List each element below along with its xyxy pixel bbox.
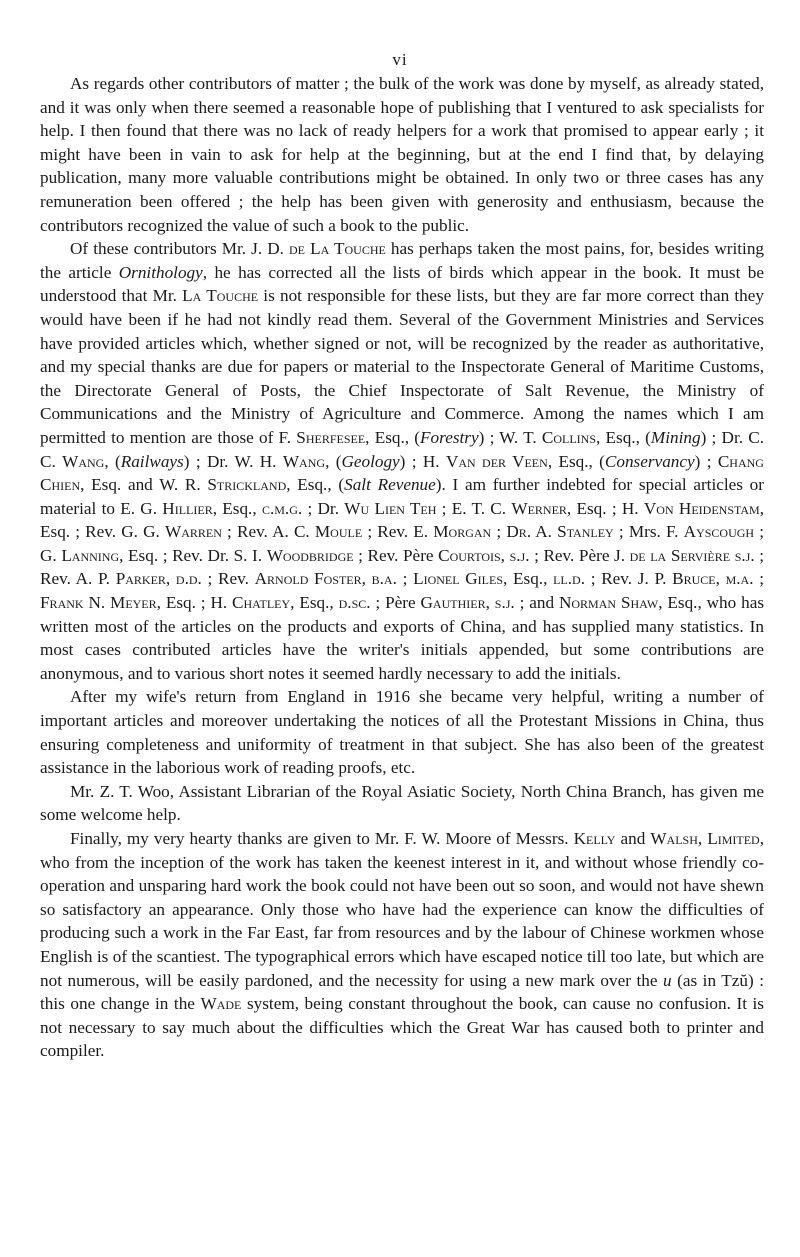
text-run: , Esq. ; Rev. G. G.: [40, 498, 764, 542]
text-run: ,: [361, 569, 372, 589]
italic-term: Conservancy: [604, 451, 695, 471]
small-caps-name: Walsh, Limited: [650, 829, 760, 848]
small-caps-name: Collins: [541, 427, 597, 447]
text-run: , Esq., who has written most of the articles on the products and exports of China, and has supplied many statistics. In most cases contributed articles have the writer's initials appended, but some contributions are anonymous, and to various short notes it seemed hardly necessary to add the initials.: [40, 593, 765, 683]
small-caps-name: Strickland: [207, 475, 287, 495]
small-caps-name: Gauthier: [420, 593, 486, 613]
text-run: ; and: [514, 593, 559, 613]
text-run: ; Rev. J. P.: [585, 569, 673, 589]
text-run: and: [615, 829, 651, 848]
text-run: , Esq., (: [286, 475, 345, 495]
text-run: Mr. Z. T. Woo, Assistant Librarian of the Royal Asiatic Society, North China Branch, has given me some welcome help.: [40, 781, 764, 825]
small-caps-name: m.a.: [725, 569, 754, 589]
text-run: ;: [753, 569, 764, 589]
small-caps-name: Von Heidenstam: [643, 498, 760, 518]
small-caps-name: s.j.: [509, 545, 530, 565]
small-caps-name: Woodbridge: [266, 545, 354, 565]
text-run: ,: [500, 545, 510, 565]
text-run: ; G.: [40, 522, 765, 565]
text-run: ; Mrs. F.: [613, 522, 684, 542]
text-run: (as in Tzŭ) : this one change in the: [40, 970, 765, 1014]
text-run: ; Rev. Père J.: [529, 545, 630, 565]
small-caps-name: Warren: [164, 522, 222, 542]
text-run: system, being constant throughout the book, can cause no confusion. It is not necessary to say much about the difficulties which the Great War has caused both to printer and compiler.: [40, 994, 764, 1061]
text-run: , (: [325, 451, 342, 471]
small-caps-name: b.a.: [371, 569, 397, 589]
small-caps-name: Wade: [200, 994, 242, 1014]
text-run: ; Rev.: [201, 569, 255, 589]
small-caps-name: Wang: [282, 451, 326, 471]
small-caps-name: Wu Lien Teh: [344, 498, 437, 518]
text-run: , who from the inception of the work has taken the keenest interest in it, and without whose friendly co-operation and unsparing hard work the book could not have been out so soon, and would not have shewn so satisfactory an appearance. Only those who have had the experience can know the difficulties of producing such a work in the Far East, far from resources and by the labour of Chinese workmen whose English is of the scantiest. The typographical errors which have escaped notice till too late, but which are not numerous, will be easily pardoned, and the necessity for using a new mark over the: [40, 829, 764, 990]
text-run: ,: [715, 569, 726, 589]
text-run: , Esq. and W. R.: [80, 475, 208, 495]
text-run: ; Rev. A. P.: [40, 545, 764, 589]
small-caps-name: Bruce: [672, 569, 716, 589]
small-caps-name: d.sc.: [338, 593, 371, 613]
small-caps-name: Kelly: [573, 829, 616, 848]
text-run: , Esq.,: [290, 593, 339, 613]
small-caps-name: Van der Veen: [445, 451, 548, 471]
small-caps-name: Norman Shaw: [558, 593, 659, 613]
small-caps-name: Parker: [115, 569, 166, 589]
small-caps-name: Ayscough: [683, 522, 755, 542]
paragraph-publisher-thanks: [40, 827, 764, 1063]
small-caps-name: Dr. A. Stanley: [506, 522, 614, 542]
text-run: ;: [396, 569, 414, 589]
text-run: Of these contributors Mr. J. D.: [70, 239, 290, 259]
text-run: Finally, my very hearty thanks are given to Mr. F. W. Moore of Messrs.: [70, 829, 574, 848]
small-caps-name: Arnold Foster: [254, 569, 362, 589]
italic-term: Forestry: [420, 427, 479, 447]
italic-term: Mining: [650, 427, 701, 447]
text-run: After my wife's return from England in 1916 she became very helpful, writing a number of important articles and moreover undertaking the notices of all the Protestant Missions in China, thus ensuring completeness and uniformity of treatment in that subject. She has also been of the greatest assistance in the laborious work of reading proofs, etc.: [40, 687, 764, 778]
text-run: has perhaps taken the most pains, for, besides writing the article: [40, 239, 765, 282]
text-run: is not responsible for these lists, but they are far more correct than they would have been if he had not kindly read them. Several of the Government Ministries and Services have provided articles which, whether signed or not, will be recognized by the reader as authoritative, and my special thanks are due for papers or material to the Inspectorate General of Maritime Customs, the Directorate General of Posts, the Chief Inspectorate of Salt Revenue, the Ministry of Communications and the Ministry of Agriculture and Commerce. Among the names which I am permitted to mention are those of F.: [40, 286, 764, 447]
small-caps-name: Sherfesee: [296, 427, 366, 447]
small-caps-name: La Touche: [182, 286, 259, 306]
italic-term: Salt Revenue: [344, 475, 436, 495]
small-caps-name: s.j.: [494, 593, 515, 613]
text-run: ). I am further indebted for special articles or material to E. G.: [40, 475, 764, 518]
small-caps-name: c.m.g.: [261, 498, 303, 518]
small-caps-name: Moule: [314, 522, 363, 542]
text-run: ;: [491, 522, 507, 542]
text-run: , Esq., (: [547, 451, 605, 471]
small-caps-name: d.d.: [175, 569, 202, 589]
text-run: ; Dr.: [302, 498, 345, 518]
italic-term: Geology: [341, 451, 400, 471]
text-run: ) ; Dr. C. C.: [40, 427, 765, 471]
small-caps-name: de La Touche: [289, 239, 386, 259]
italic-term: Ornithology: [118, 262, 203, 282]
text-run: ,: [165, 569, 176, 589]
paragraph-librarian: [40, 780, 764, 827]
text-run: , Esq.,: [212, 498, 262, 518]
text-run: ) ;: [694, 451, 718, 471]
small-caps-name: Wang: [62, 451, 105, 471]
small-caps-name: Frank N. Meyer: [40, 593, 157, 613]
small-caps-name: s.j.: [734, 545, 755, 565]
text-run: ; Père: [370, 593, 421, 613]
text-run: , Esq. ; Rev. Dr. S. I.: [119, 545, 267, 565]
text-run: As regards other contributors of matter ; the bulk of the work was done by myself, as already stated, and it was only when there seemed a reasonable hope of publishing that I ventured to ask specialists for help. I then found that there was no lack of ready helpers for a work that promised to appear early ; it might have been in vain to ask for help at the beginning, but at the end I find that, by delaying publication, many more valuable contributions might be obtained. In only two or three cases has any remuneration been offered ; the help has been given with generosity and enthusiasm, because the contributors recognized the value of such a book to the public.: [40, 74, 764, 235]
text-run: ; Rev. A. C.: [221, 522, 315, 542]
small-caps-name: de la Servière: [629, 545, 731, 565]
small-caps-name: Lionel Giles: [413, 569, 504, 589]
text-run: , Esq., (: [365, 427, 421, 447]
text-run: , (: [104, 451, 121, 471]
text-run: , Esq. ; H.: [566, 498, 644, 518]
small-caps-name: ll.d.: [553, 569, 586, 589]
text-run: , Esq. ; H.: [156, 593, 233, 613]
text-run: , Esq., (: [596, 427, 651, 447]
small-caps-name: Courtois: [438, 545, 501, 565]
text-run: , he has corrected all the lists of birds which appear in the book. It must be understood that Mr.: [40, 262, 764, 306]
small-caps-name: Chatley: [232, 593, 291, 613]
paragraph-wife-help: [40, 685, 764, 779]
text-run: ) ; Dr. W. H.: [183, 451, 283, 471]
small-caps-name: Morgan: [433, 522, 492, 542]
text-run: ) ; H.: [399, 451, 446, 471]
small-caps-name: Lanning: [61, 545, 120, 565]
italic-term: Railways: [120, 451, 184, 471]
paragraph-contributors: [40, 72, 764, 237]
text-run: ) ; W. T.: [478, 427, 542, 447]
small-caps-name: Werner: [511, 498, 567, 518]
page-number: vi: [392, 50, 408, 69]
text-run: , Esq.,: [503, 569, 554, 589]
italic-term: u: [662, 970, 672, 990]
text-run: ,: [485, 593, 495, 613]
small-caps-name: Hillier: [162, 498, 213, 518]
paragraph-acknowledgements: [40, 237, 764, 685]
small-caps-name: Chang Chien: [40, 451, 764, 495]
text-run: ; Rev. E.: [362, 522, 434, 542]
text-run: ; E. T. C.: [436, 498, 512, 518]
preface-text: [40, 72, 764, 1063]
text-run: ; Rev. Père: [353, 545, 439, 565]
